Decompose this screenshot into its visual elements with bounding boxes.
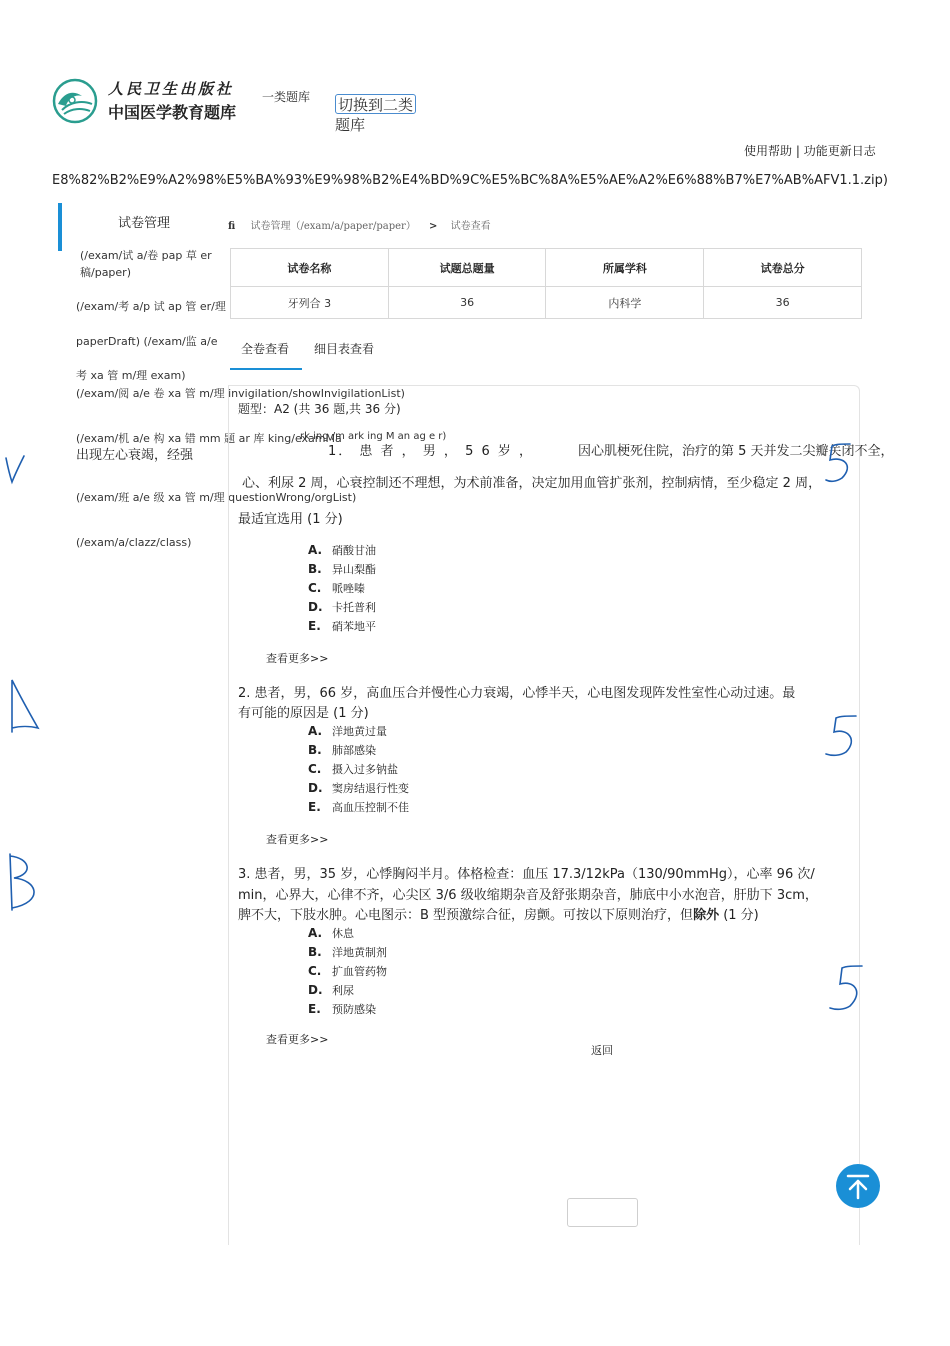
header-links bbox=[744, 142, 876, 159]
active-tab-indicator bbox=[230, 368, 302, 370]
sidebar-active-indicator bbox=[58, 203, 62, 251]
question-1-overlay-text: rk ing /m ark ing M an ag e r) bbox=[300, 431, 447, 442]
table-cell: 36 bbox=[704, 287, 862, 319]
sidebar-item-marking[interactable]: (/exam/阅 a/e 卷 xa 管 m/理 invigilation/showInvigilationList) bbox=[76, 387, 405, 400]
product-name: 中国医学教育题库 bbox=[108, 103, 237, 122]
option[interactable]: A. 硝酸甘油 bbox=[308, 543, 376, 557]
table-cell: 内科学 bbox=[546, 287, 704, 319]
switch-bank-button-line1: 切换到二类 bbox=[335, 94, 416, 114]
table-header: 试题总题量 bbox=[388, 249, 546, 287]
breadcrumb bbox=[228, 217, 491, 232]
question-1-fragment: 出现左心衰竭，经强 bbox=[76, 448, 194, 463]
option[interactable]: B. 异山梨酯 bbox=[308, 562, 376, 576]
breadcrumb-parent[interactable]: 试卷管理（/exam/a/paper/paper） bbox=[250, 221, 416, 232]
question-2-line1: 2. 患者，男，66 岁，高血压合并慢性心力衰竭，心悸半天，心电图发现阵发性室性心动过速。最 bbox=[238, 686, 796, 701]
question-3-line2: min，心界大，心律不齐，心尖区 3/6 级收缩期杂音及舒张期杂音，肺底中小水泡音，肝肋下 3cm， bbox=[238, 888, 818, 903]
table-header: 试卷总分 bbox=[704, 249, 862, 287]
option[interactable]: E. 硝苯地平 bbox=[308, 619, 376, 633]
option[interactable]: C. 扩血管药物 bbox=[308, 964, 387, 978]
question-2-more-link[interactable]: 查看更多>> bbox=[266, 833, 329, 846]
option[interactable]: E. 高血压控制不佳 bbox=[308, 800, 409, 814]
option[interactable]: C. 哌唑嗪 bbox=[308, 581, 365, 595]
sidebar-item-invigilation[interactable]: paperDraft) (/exam/监 a/e bbox=[76, 335, 218, 348]
view-tabs bbox=[230, 338, 630, 370]
sidebar-item-paper[interactable]: (/exam/试 a/卷 pap 草 er bbox=[80, 249, 212, 262]
paper-info-table bbox=[230, 248, 862, 319]
switch-bank-button[interactable] bbox=[335, 94, 431, 135]
question-2-line2: 有可能的原因是 (1 分) bbox=[238, 706, 369, 721]
tab-full-view[interactable]: 全卷查看 bbox=[241, 342, 290, 356]
download-url-text: E8%82%B2%E9%A2%98%E5%BA%93%E9%98%B2%E4%BD%9C%E5%BC%8A%E5%AE%A2%E6%88%B7%E7%AB%AFV1.1.zip) bbox=[52, 173, 888, 188]
table-header: 试卷名称 bbox=[231, 249, 389, 287]
home-icon[interactable]: fi bbox=[228, 221, 236, 232]
table-cell: 36 bbox=[388, 287, 546, 319]
blank-button[interactable] bbox=[567, 1198, 638, 1227]
current-bank-label: 一类题库 bbox=[262, 90, 311, 104]
option[interactable]: D. 卡托普利 bbox=[308, 600, 376, 614]
sidebar-item-invigilation-cont[interactable]: 考 xa 管 m/理 exam) bbox=[76, 369, 186, 382]
option[interactable]: C. 摄入过多钠盐 bbox=[308, 762, 398, 776]
switch-bank-button-line2: 题库 bbox=[335, 116, 366, 134]
arrow-up-icon bbox=[836, 1164, 880, 1208]
question-3-options bbox=[308, 924, 387, 1019]
tab-detail-view[interactable]: 细目表查看 bbox=[314, 342, 375, 356]
option[interactable]: D. 利尿 bbox=[308, 983, 354, 997]
breadcrumb-current: 试卷查看 bbox=[450, 221, 491, 232]
handwritten-letter-b bbox=[0, 848, 50, 918]
help-link[interactable]: 使用帮助 bbox=[744, 144, 793, 158]
option[interactable]: A. 洋地黄过量 bbox=[308, 724, 387, 738]
back-to-top-button[interactable] bbox=[836, 1164, 880, 1208]
option[interactable]: B. 肺部感染 bbox=[308, 743, 376, 757]
back-button[interactable]: 返回 bbox=[591, 1044, 613, 1057]
table-header-row bbox=[231, 249, 862, 287]
question-1-more-link[interactable]: 查看更多>> bbox=[266, 652, 329, 665]
question-1-number: 1． 患 者 ， 男 ， 5 6 岁 ， bbox=[328, 444, 535, 459]
changelog-link[interactable]: 功能更新日志 bbox=[803, 144, 876, 158]
sidebar-item-class-cont[interactable]: (/exam/a/clazz/class) bbox=[76, 536, 192, 549]
option[interactable]: E. 预防感染 bbox=[308, 1002, 376, 1016]
table-cell: 牙列合 3 bbox=[231, 287, 389, 319]
option[interactable]: D. 窦房结退行性变 bbox=[308, 781, 409, 795]
sidebar-item-class[interactable]: (/exam/班 a/e 级 xa 管 m/理 questionWrong/orgList) bbox=[76, 491, 357, 504]
breadcrumb-separator: > bbox=[429, 221, 438, 232]
question-3-line3: 脾不大，下肢水肿。心电图示：B 型预激综合征，房颤。可按以下原则治疗，但除外 (1 分) bbox=[238, 908, 759, 923]
option[interactable]: B. 洋地黄制剂 bbox=[308, 945, 387, 959]
question-1-options bbox=[308, 541, 376, 636]
question-3-more-link[interactable]: 查看更多>> bbox=[266, 1033, 329, 1046]
table-header: 所属学科 bbox=[546, 249, 704, 287]
table-row bbox=[231, 287, 862, 319]
question-1-line3: 最适宜选用 (1 分) bbox=[238, 512, 343, 527]
question-1-line2: 心、利尿 2 周，心衰控制还不理想，为术前准备，决定加用血管扩张剂，控制病情，至少稳定 2 周， bbox=[242, 476, 822, 491]
logo-emblem-icon bbox=[52, 78, 98, 124]
sidebar-item-paper-cont[interactable]: 稿/paper) bbox=[80, 266, 131, 279]
handwritten-check-mark bbox=[0, 450, 30, 490]
sidebar-item-wrong-questions[interactable]: (/exam/机 a/e 构 xa 错 mm 题 ar 库 king/examMa bbox=[76, 432, 342, 445]
sidebar-title[interactable]: 试卷管理 bbox=[118, 216, 171, 231]
question-3-line1: 3. 患者，男，35 岁，心悸胸闷半月。体格检查：血压 17.3/12kPa（130/90mmHg），心率 96 次/ bbox=[238, 867, 815, 882]
logo[interactable] bbox=[52, 78, 242, 124]
question-1-line1: 因心肌梗死住院，治疗的第 5 天并发二尖瓣关闭不全， bbox=[578, 444, 894, 459]
sidebar-item-exam[interactable]: (/exam/考 a/p 试 ap 管 er/理 bbox=[76, 300, 226, 313]
option[interactable]: A. 休息 bbox=[308, 926, 354, 940]
question-2-options bbox=[308, 722, 409, 817]
publisher-name: 人民卫生出版社 bbox=[108, 80, 235, 98]
question-type-heading: 题型：A2 (共 36 题,共 36 分) bbox=[238, 402, 401, 416]
link-divider: | bbox=[795, 144, 800, 158]
handwritten-letter-a bbox=[0, 670, 50, 740]
